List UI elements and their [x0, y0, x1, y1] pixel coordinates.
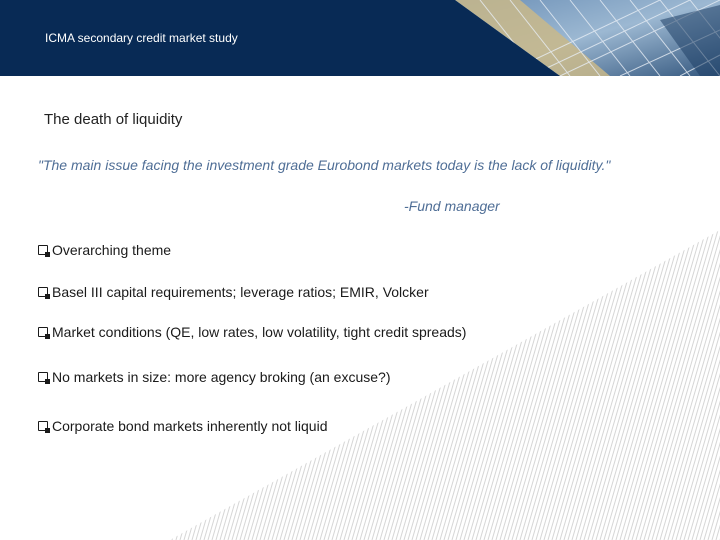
checkbox-bullet-icon: [38, 372, 48, 382]
bullet-item: [38, 324, 466, 340]
checkbox-bullet-icon: [38, 327, 48, 337]
checkbox-bullet-icon: [38, 421, 48, 431]
bullet-text: Corporate bond markets inherently not liquid: [52, 418, 328, 434]
checkbox-bullet-icon: [38, 287, 48, 297]
slide-title: The death of liquidity: [44, 111, 183, 128]
bullet-text: No markets in size: more agency broking (an excuse?): [52, 369, 391, 385]
header-title: ICMA secondary credit market study: [45, 31, 238, 45]
bullet-text: Overarching theme: [52, 242, 172, 258]
quote-text: "The main issue facing the investment grade Eurobond markets today is the lack of liquidity.": [38, 157, 611, 173]
checkbox-bullet-icon: [38, 245, 48, 255]
bullet-item: [38, 418, 328, 434]
bullet-item: [38, 284, 429, 300]
bullet-text: Market conditions (QE, low rates, low volatility, tight credit spreads): [52, 324, 467, 340]
bullet-item: [38, 369, 390, 385]
quote-attribution: -Fund manager: [404, 198, 500, 214]
bullet-item: [38, 242, 171, 258]
bullet-text: Basel III capital requirements; leverage ratios; EMIR, Volcker: [52, 284, 429, 300]
